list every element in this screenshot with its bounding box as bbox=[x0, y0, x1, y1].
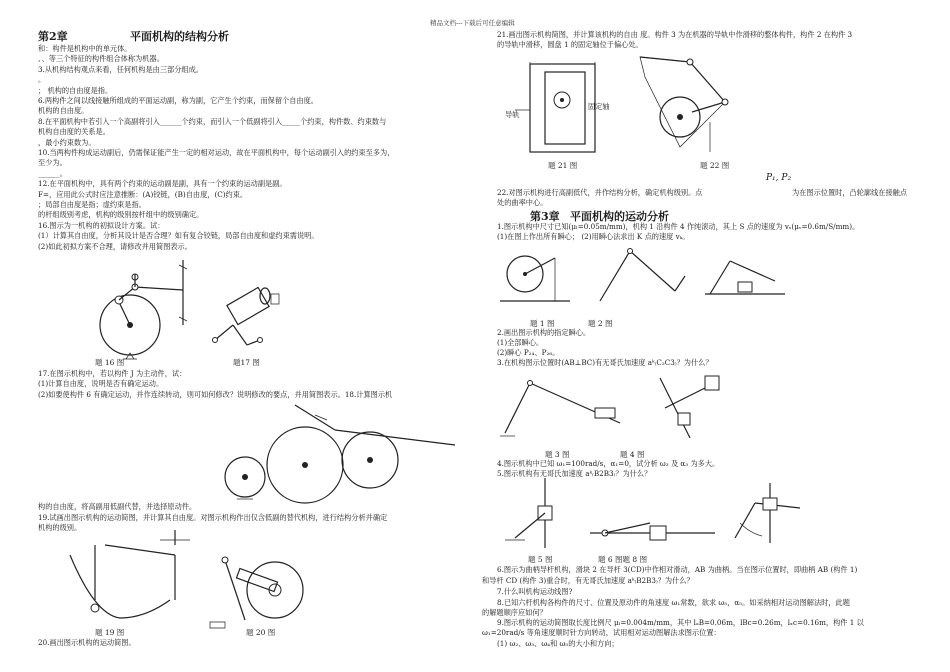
text-line: 构的自由度，将高副用低副代替，并选择原动件。 bbox=[38, 502, 197, 511]
q2-line2: (1)全部瞬心。 bbox=[497, 338, 544, 347]
text-line: (1）计算其自由度，分析其设计是否合理？如有复合铰链，局部自由度和虚约束需说明。 bbox=[38, 231, 319, 241]
figure-3-4 bbox=[500, 368, 740, 448]
fig16-caption: 题 16 图 bbox=[95, 358, 125, 367]
figure-1-2 bbox=[500, 246, 790, 316]
text-line: 8.在平面机构中若引入一个高副将引入______个约束，而引入一个低副将引入_____个约束，构件数、约束数与 bbox=[38, 116, 387, 126]
fig21-caption: 题 21 图 bbox=[548, 161, 578, 170]
q1-line1: 1.图示机构中尺寸已知(μₗ=0.05m/mm)，机构 1 沿构件 4 作纯滚动，其上 S 点的速度为 vₛ(μᵥ=0.6m/S/mm)。 bbox=[497, 222, 860, 231]
q21-line1: 21.画出图示机构简图，并计算该机构的自由 度。构件 3 为在机器的导轨中作滑移的整体构件，构件 2 在构件 3 bbox=[497, 30, 853, 39]
text-line: 17.在图示机构中，若以构件 J 为主动件，试： bbox=[38, 369, 187, 378]
text-line: 至少为。 bbox=[38, 158, 67, 168]
figure-17 bbox=[205, 280, 285, 355]
figure-16 bbox=[95, 255, 205, 355]
text-line: 3.从机构结构观点来看，任何机构是由三部分组成。 bbox=[38, 64, 203, 74]
fig22-caption: 题 22 图 bbox=[700, 161, 730, 170]
q9-line3: (1) ω₂、ω₃、ω₄和 ω₅的大小和方向； bbox=[497, 639, 619, 648]
fig6-fig8-caption: 题 6 图题 8 图 bbox=[598, 555, 648, 564]
fig3-caption: 题 3 图 bbox=[545, 450, 570, 459]
q20-text: 20.画出图示机构的运动简图。 bbox=[38, 638, 136, 647]
figure-20 bbox=[205, 550, 315, 630]
q9-line1: 9.图示机构的运动简图取长度比例尺 μₗ=0.004m/mm，其中 lₐB=0.06m，lBc=0.26m，lₓc=0.16m，构件 1 以 bbox=[497, 618, 864, 627]
fig21-label-guide: 导轨 bbox=[505, 110, 520, 119]
q2-line1: 2.画出图示机构的指定瞬心。 bbox=[497, 328, 591, 337]
fig19-caption: 题 19 图 bbox=[95, 628, 125, 637]
fig2-caption: 题 2 图 bbox=[588, 319, 613, 328]
text-line: 机构自由度的关系是。 bbox=[38, 127, 110, 137]
text-line: (1)计算自由度，说明是否有确定运动。 bbox=[38, 379, 164, 389]
text-line: ______。 bbox=[38, 168, 67, 178]
text-line: 10.当两构件构成运动副后，仍需保证能产生一定的相对运动，故在平面机构中，每个运动副引入的约束至多为， bbox=[38, 148, 395, 157]
fig20-caption: 题 20 图 bbox=[246, 628, 276, 637]
text-line: 。 bbox=[38, 75, 46, 85]
q8-line1: 8.已知六杆机构各构件的尺寸、位置及原动件的角速度 ω₁常数，欲求 ω₅，α₅。如采纳相对运动图解法时，此题 bbox=[497, 598, 850, 607]
text-line: 、、等三个特征的构件组合体称为机器。 bbox=[38, 54, 164, 64]
fig1-caption: 题 1 图 bbox=[530, 319, 555, 328]
q22-line2: 为在图示位置时，凸轮廓线在接触点 bbox=[792, 188, 908, 197]
q22-line3: 处的曲率中心。 bbox=[497, 198, 548, 207]
text-line: 机构的级别。 bbox=[38, 523, 82, 533]
q9-line2: ω₁=20rad/s 等角速度顺时针方向转动，试用相对运动图解法求图示位置： bbox=[482, 628, 721, 637]
chapter3-title: 平面机构的运动分析 bbox=[570, 210, 669, 223]
text-line: ； 机构的自由度是指。 bbox=[38, 85, 113, 95]
text-line: 机构的自由度。 bbox=[38, 106, 89, 116]
text-line: 6.两构件之间以线接触所组成的平面运动副，称为副，它产生个约束，而保留个自由度。 bbox=[38, 96, 318, 105]
q1-line2: (1)在图上作出所有瞬心； (2)用瞬心法求出 K 点的速度 vₖ。 bbox=[497, 232, 690, 241]
text-line: (2)如要使构件 6 有确定运动，并作连续转动，则可如何修改？说明修改的要点，并用简图表示。18.计算图示机 bbox=[38, 389, 393, 399]
q22-line1: 22.对图示机构进行高副低代，并作结构分析，确定机构级别。点 bbox=[497, 188, 703, 197]
text-line: ；局部自由度是指；虚约束是指。 bbox=[38, 200, 146, 209]
text-line: F=，应用此公式时应注意推断：(A)铰链，(B)自由度，(C)约束。 bbox=[38, 189, 248, 199]
text-line: (2)如此初拟方案不合理，请修改并用简图表示。 bbox=[38, 241, 192, 251]
p1-p2-label: P₁, P₂ bbox=[766, 173, 792, 183]
q6-line1: 6.图示为曲柄导杆机构，滑块 2 在导杆 3(CD)中作相对滑动，AB 为曲柄。当在图示位置时，即曲柄 AB (构件 1) bbox=[497, 565, 858, 574]
text-line: ，最小约束数为。 bbox=[38, 137, 96, 147]
page-header-note: 精品文档---下载后可任意编辑 bbox=[430, 19, 515, 27]
q4-text: 4.图示机构中已知 ω₁=100rad/s，α₁=0，试分析 ω₃ 及 α₃ 为多大。 bbox=[497, 459, 720, 468]
fig4-caption: 题 4 图 bbox=[620, 450, 645, 459]
fig5-caption: 题 5 图 bbox=[528, 555, 553, 564]
text-line: 的杆组级别考虑，机构的级别按杆组中的级别确定。 bbox=[38, 210, 204, 220]
fig17-caption: 题17 图 bbox=[233, 358, 260, 367]
text-line: 16.图示为一机构的初拟设计方案。试： bbox=[38, 220, 165, 230]
q7-text: 7.什么叫机构运动线图? bbox=[497, 587, 573, 596]
q21-line2: 的导轨中滑移，圆盘 1 的固定轴位于偏心处。 bbox=[497, 40, 643, 49]
q5-text: 5.图示机构有无哥氏加速度 aᵏ₍B2B3₎？为什么？ bbox=[497, 469, 652, 478]
figure-22 bbox=[630, 52, 740, 157]
fig21-label-fixed-axis: 固定轴 bbox=[588, 102, 610, 111]
figure-19 bbox=[65, 540, 195, 625]
chapter3-number: 第3章 bbox=[530, 210, 560, 223]
q6-line2: 和导杆 CD (构件 3)重合时，有无哥氏加速度 aᵏ₍B2B3₎？为什么？ bbox=[482, 576, 694, 585]
q3-text: 3.在机构图示位置时(AB⊥BC)有无哥氏加速度 aᵏ₍C₂C3₎？为什么？ bbox=[497, 358, 713, 367]
figure-5-6-8 bbox=[500, 478, 820, 553]
text-line: 和：构件是机构中的单元体。 bbox=[38, 44, 132, 53]
q8-line2: 的解题顺序应如何？ bbox=[482, 608, 547, 617]
figure-18 bbox=[215, 405, 465, 500]
text-line: 19.试画出图示机构的运动简图，并计算其自由度。对图示机构作出仅含低副的替代机构，进行结构分析并确定 bbox=[38, 512, 388, 522]
q2-line3: (2)瞬心 P₂₄、P₂₆。 bbox=[497, 348, 560, 357]
chapter2-title: 平面机构的结构分析 bbox=[130, 30, 229, 43]
text-line: 12.在平面机构中，具有两个约束的运动副是副，具有一个约束的运动副是副。 bbox=[38, 179, 287, 189]
chapter2-number: 第2章 bbox=[38, 30, 68, 43]
